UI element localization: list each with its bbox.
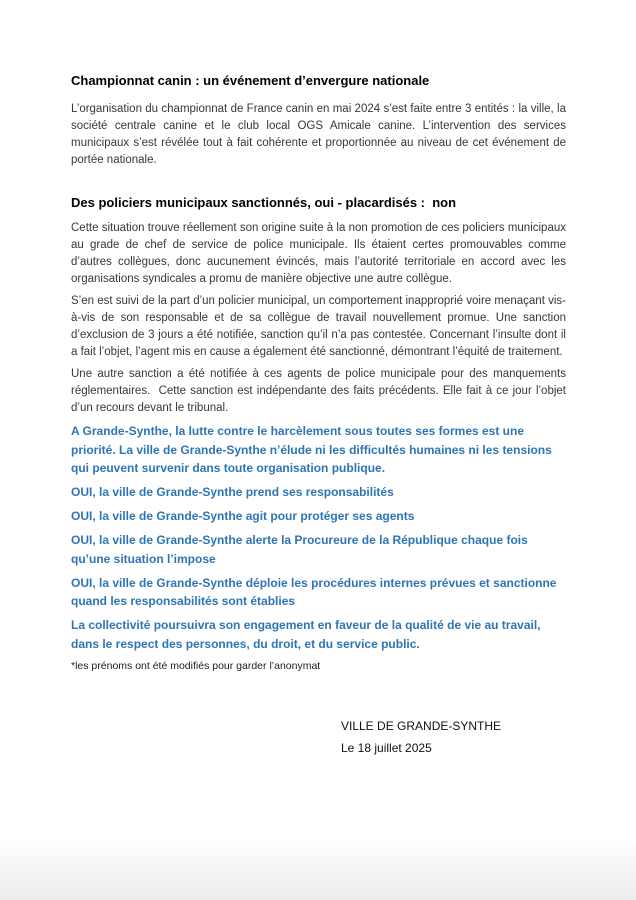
signature-author: VILLE DE GRANDE-SYNTHE [341,718,502,733]
statement-oui-procedures-internes: OUI, la ville de Grande-Synthe déploie les procédures internes prévues et sanctionne quand les responsabilités sont établies [71,575,557,608]
section2-paragraph-2: S’en est suivi de la part d’un policier municipal, un comportement inapproprié voire menaçant vis-à-vis de son responsable et de sa collègue de travail nouvellement promue. Une sanction d’exclusion de 3 jours a été notifiée, sanction qu’il n’a pas contestée. Concernant l’insulte dont il a fait l’objet, l’agent mis en cause a également été sanctionné, démontrant l’équité de traitement. [71,295,566,358]
signature-block [341,715,566,759]
anonymity-footnote: *les prénoms ont été modifiés pour garder l’anonymat [71,659,321,672]
statement-priority: A Grande-Synthe, la lutte contre le harcèlement sous toutes ses formes est une priorité. La ville de Grande-Synthe n’élude ni les difficultés humaines ni les tensions qui peuvent survenir dans toute organisation publique. [71,424,552,475]
section2-paragraph-1: Cette situation trouve réellement son origine suite à la non promotion de ces policiers municipaux au grade de chef de service de police municipale. Ils étaient certes promouvables comme d’autres collègues, donc aucunement évincés, mais l’autorité territoriale en accord avec les organisations syndicales a promu de manière objective une autre collègue. [71,222,566,285]
section1-heading: Championnat canin : un événement d’envergure nationale [71,73,430,88]
section2-paragraph-3: Une autre sanction a été notifiée à ces agents de police municipale pour des manquements réglementaires. Cette sanction est indépendante des faits précédents. Elle fait à ce jour l’objet d’un recours devant le tribunal. [71,368,566,414]
statement-oui-responsabilites: OUI, la ville de Grande-Synthe prend ses responsabilités [71,485,394,499]
section1-paragraph: L’organisation du championnat de France canin en mai 2024 s’est faite entre 3 entités : la ville, la société centrale canine et le club local OGS Amicale canine. L’intervention des services municipaux s’est révélée tout à fait cohérente et proportionnée au niveau de cet événement de portée nationale. [71,103,566,166]
section2-heading: Des policiers municipaux sanctionnés, oui - placardisés : non [71,195,457,210]
statement-oui-protege-agents: OUI, la ville de Grande-Synthe agit pour protéger ses agents [71,509,415,523]
signature-date: Le 18 juillet 2025 [341,740,432,755]
statement-oui-alerte-procureure: OUI, la ville de Grande-Synthe alerte la Procureure de la République chaque fois qu’une situation l’impose [71,533,528,566]
statement-engagement-collectivite: La collectivité poursuivra son engagement en faveur de la qualité de vie au travail, dans le respect des personnes, du droit, et du service public. [71,618,541,651]
